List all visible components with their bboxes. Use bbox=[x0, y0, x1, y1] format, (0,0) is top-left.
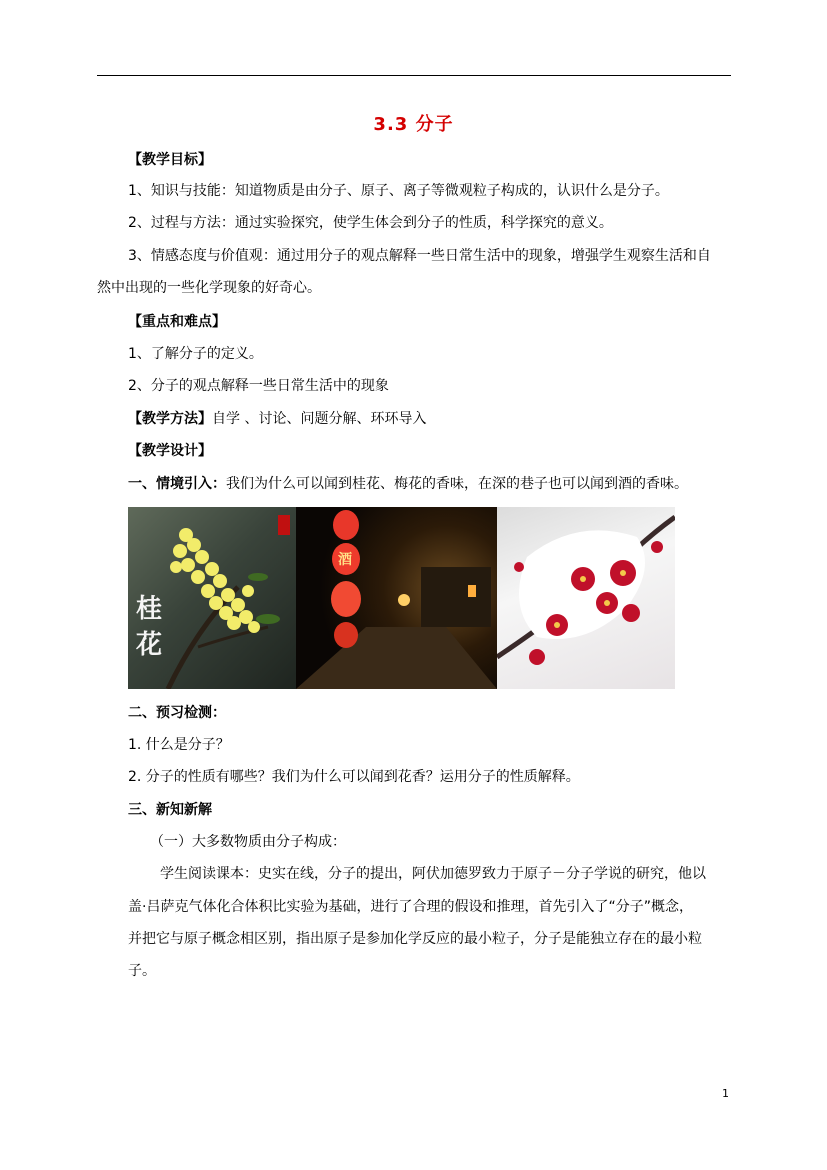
page-title: 3.3 分子 bbox=[373, 114, 454, 135]
intro-line bbox=[128, 474, 688, 494]
keypoint-2: 2、分子的观点解释一些日常生活中的现象 bbox=[128, 378, 389, 394]
osmanthus-image bbox=[128, 507, 296, 689]
keypoints-heading: 【重点和难点】 bbox=[128, 314, 226, 330]
preview-item-1: 1. 什么是分子？ bbox=[128, 737, 230, 753]
preview-heading: 二、预习检测： bbox=[128, 705, 226, 721]
intro-label: 一、情境引入： bbox=[128, 476, 226, 492]
new-knowledge-subheading: （一）大多数物质由分子构成： bbox=[150, 834, 346, 850]
lantern-alley-image bbox=[296, 507, 497, 689]
goal-item-2: 2、过程与方法：通过实验探究，使学生体会到分子的性质，科学探究的意义。 bbox=[128, 215, 613, 231]
header-rule bbox=[97, 75, 731, 76]
reading-paragraph-line-4: 子。 bbox=[128, 963, 156, 979]
lantern-label: 酒 bbox=[338, 552, 352, 568]
reading-paragraph-line-3: 并把它与原子概念相区别，指出原子是参加化学反应的最小粒子，分子是能独立存在的最小粒 bbox=[128, 931, 702, 947]
method-line bbox=[128, 409, 426, 429]
goal-item-3: 3、情感态度与价值观：通过用分子的观点解释一些日常生活中的现象，增强学生观察生活和自 bbox=[128, 248, 711, 264]
reading-paragraph-line-1: 学生阅读课本：史实在线，分子的提出，阿伏加德罗致力于原子－分子学说的研究，他以 bbox=[160, 866, 706, 882]
design-heading: 【教学设计】 bbox=[128, 443, 212, 459]
preview-item-2: 2. 分子的性质有哪些？我们为什么可以闻到花香？运用分子的性质解释。 bbox=[128, 769, 580, 785]
illustration-strip bbox=[128, 507, 675, 689]
keypoint-1: 1、了解分子的定义。 bbox=[128, 346, 263, 362]
method-text: 自学 、讨论、问题分解、环环导入 bbox=[212, 411, 427, 427]
intro-text: 我们为什么可以闻到桂花、梅花的香味，在深的巷子也可以闻到酒的香味。 bbox=[226, 476, 688, 492]
reading-paragraph-line-2: 盖·吕萨克气体化合体积比实验为基础，进行了合理的假设和推理，首先引入了“分子”概念， bbox=[128, 899, 693, 915]
goals-heading: 【教学目标】 bbox=[128, 152, 212, 168]
plum-blossom-snow-image bbox=[497, 507, 675, 689]
goal-item-1: 1、知识与技能：知道物质是由分子、原子、离子等微观粒子构成的，认识什么是分子。 bbox=[128, 183, 669, 199]
page-number: 1 bbox=[722, 1087, 729, 1100]
new-knowledge-heading: 三、新知新解 bbox=[128, 802, 212, 818]
goal-item-3-cont: 然中出现的一些化学现象的好奇心。 bbox=[97, 280, 321, 296]
osmanthus-label: 桂花 bbox=[136, 594, 163, 660]
method-heading: 【教学方法】 bbox=[128, 411, 212, 427]
